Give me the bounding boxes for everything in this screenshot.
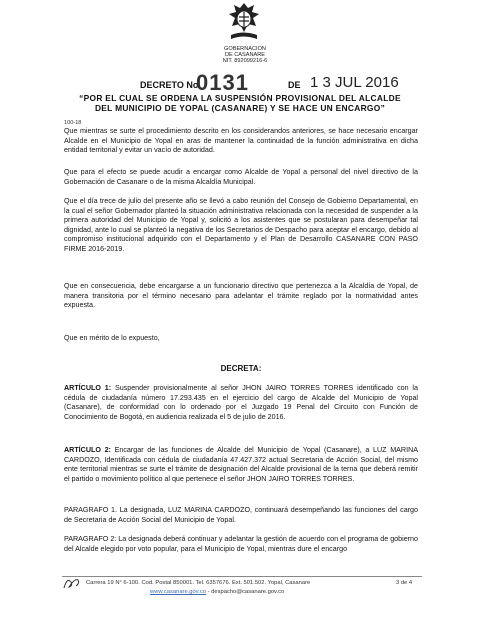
paragraph-article-2: PARAGRAFO 2: La designada deberá continuar y adelantar la gestión de acuerdo con el programa de gobierno del Alcalde elegido por voto popular, para el Municipio de Yopal, mientras dure el encargo xyxy=(64,535,418,553)
org-nit: NIT. 892099216-6 xyxy=(222,58,268,64)
paragraph-2: Que para el efecto se puede acudir a encargar como Alcalde de Yopal a personal del nivel directivo de la Gobernación de Casanare o de la misma Alcaldía Municipal. xyxy=(64,168,418,186)
article-1 xyxy=(64,384,418,422)
decree-title-line2: DEL MUNICIPIO DE YOPAL (CASANARE) Y SE HACE UN ENCARGO” xyxy=(94,103,386,113)
coat-of-arms-seal xyxy=(226,2,262,42)
article-2-text: Encargar de las funciones de Alcalde del Municipio de Yopal (Casanare), a LUZ MARINA CARDOZO, Identificada con cédula de ciudadanía 47.427.372 actual Secretaria de Acción Social, del mismo ente territorial mientras se surte el trámite de designación del Alcalde provisional de la terna que deberá remitir el partido o movimiento político al que pertenece el señor JHON JAIRO TORRES TORRES. xyxy=(64,446,418,483)
decree-date-label: DE xyxy=(288,80,301,90)
footer-divider xyxy=(62,576,422,577)
decreta-heading: DECRETA: xyxy=(220,364,262,373)
article-1-text: Suspender provisionalmente al señor JHON JAIRO TORRES TORRES identificado con la cédula de ciudadanía número 17.293.435 en el ejercicio del cargo de Alcalde del Municipio de Yopal (Casanare), de conformidad con lo ordenado por el Juzgado 19 Penal del Circuito con Función de Conocimiento de Bogotá, en audiencia realizada el 5 de julio de 2016. xyxy=(64,384,418,421)
decree-title-line1: “POR EL CUAL SE ORDENA LA SUSPENSIÓN PROVISIONAL DEL ALCALDE xyxy=(79,93,401,103)
article-2-label: ARTÍCULO 2: xyxy=(64,446,111,454)
decree-header xyxy=(140,72,400,94)
paragraph-1: Que mientras se surte el procedimiento descrito en los considerandos anteriores, se hace necesario encargar Alcalde en el Municipio de Yopal en aras de mantener la continuidad de la función administrativa en dicha entidad territorial y evitar un vacío de autoridad. xyxy=(64,127,418,155)
org-name-line1: GOBERNACION xyxy=(224,46,266,52)
footer-address: Carrera 19 N° 6-100. Cod. Postal 850001. Tel. 6357676. Ext. 501.502. Yopal, Casanare xyxy=(86,580,311,586)
footer-contact xyxy=(150,589,284,595)
org-name-line2: DE CASANARE xyxy=(224,52,266,58)
paragraph-5: Que en mérito de lo expuesto, xyxy=(64,334,160,342)
footer-email: - despacho@casanare.gov.co xyxy=(205,589,285,595)
document-code: 100-18 xyxy=(64,120,82,126)
decree-number: 0131 xyxy=(196,70,249,95)
paragraph-article-1: PARAGRAFO 1. La designada, LUZ MARINA CARDOZO, continuará desempeñando las funciones del cargo de Secretaria de Acción Social del Municipio de Yopal. xyxy=(64,506,418,524)
decree-date-stamp: 1 3 JUL 2016 xyxy=(310,74,399,91)
initials-signature xyxy=(62,574,82,592)
decree-label: DECRETO No. xyxy=(140,80,201,90)
article-1-label: ARTÍCULO 1: xyxy=(64,384,112,392)
article-2 xyxy=(64,446,418,484)
page-number: 3 de 4 xyxy=(396,580,413,586)
footer-website-link[interactable]: www.casanare.gov.co xyxy=(150,589,206,595)
paragraph-4: Que en consecuencia, debe encargarse a un funcionario directivo que pertenezca a la Alcaldía de Yopal, de manera transitoria por el término necesario para adelantar el trámite reglado por la normatividad antes expuesta. xyxy=(64,282,418,310)
paragraph-3: Que el día trece de julio del presente año se llevó a cabo reunión del Consejo de Gobierno Departamental, en la cual el señor Gobernador planteó la situación administrativa relacionada con la necesidad de suspender a la primera autoridad del Municipio de Yopal y, solicitó a los asistentes que se postularan para desempeñar tal dignidad, ante lo cual se planteó la negativa de los Secretarios de Despacho para aceptar el encargo, debido al compromiso institucional adquirido con el Departamento y el Plan de Desarrollo CASANARE CON PASO FIRME 2016-2019. xyxy=(64,197,418,253)
